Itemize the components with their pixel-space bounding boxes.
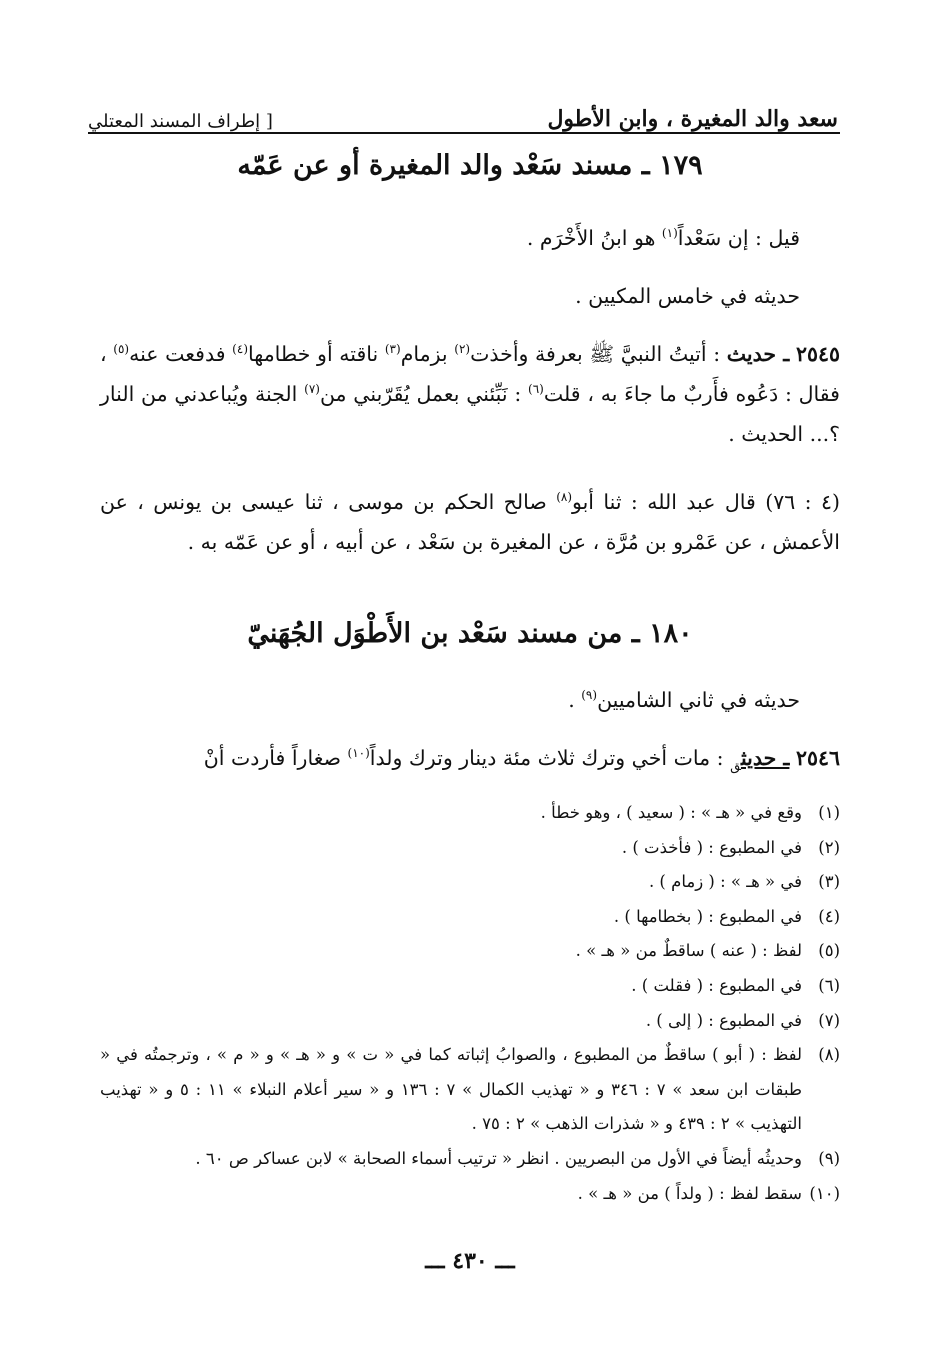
text: : نَبِّئني بعمل يُقَرّبني من xyxy=(319,382,528,406)
footnote xyxy=(100,1004,840,1039)
text: صغاراً فأردت أنْ xyxy=(203,746,348,770)
footnote-text: وقع في « هـ » : ( سعيد ) ، وهو خطأ . xyxy=(540,803,802,822)
footnote-marker: (١) xyxy=(818,803,840,822)
footnote xyxy=(100,796,840,831)
footnote-marker: (٤) xyxy=(818,906,840,926)
footnote-marker: (٨) xyxy=(818,1045,840,1065)
footnote-text: لفظ : ( عنه ) ساقطٌ من « هـ » . xyxy=(575,941,802,961)
footnotes xyxy=(100,796,840,1211)
footnote-marker: (٥) xyxy=(818,941,840,961)
footnote-text: لفظ : ( أبو ) ساقطٌ من المطبوع ، والصوابُ إثباته كما في « ت » و « هـ » و « م » ، وترجمتُه في « طبقات ابن سعد » ٧ : ٣٤٦ و « تهذيب الكمال » ٧ : ١٣٦ و « سير أعلام النبلاء » ١١ : ٥ و « تهذيب التهذيب » ٢ : ٤٣٩ و « شذرات الذهب » ٢ : ٧٥ . xyxy=(100,1045,802,1134)
footnote xyxy=(100,1038,840,1142)
footnote xyxy=(100,1177,840,1212)
text: ، فقال : دَعُوه فأَربٌ ما جاءَ به ، قلت xyxy=(100,342,840,406)
footnote-ref-6: (٦) xyxy=(528,382,544,397)
footnote-marker: (٧) xyxy=(818,1010,840,1030)
footnote-ref-2: (٢) xyxy=(454,342,471,357)
section-179-line-2: حديثه في خامس المكيين . xyxy=(575,284,800,308)
header-book-title: [ إطراف المسند المعتلي xyxy=(88,111,273,132)
header-divider xyxy=(88,132,840,134)
footnote xyxy=(100,900,840,935)
footnote xyxy=(100,865,840,900)
text: قيل : إن سَعْداً xyxy=(677,226,800,250)
hadith-2545 xyxy=(100,334,840,454)
footnote-ref-1: (١) xyxy=(661,226,678,241)
isnad-2545 xyxy=(100,482,840,562)
running-header xyxy=(88,92,838,132)
footnote-text: سقط لفظ : ( ولداً ) من « هـ » . xyxy=(577,1183,802,1203)
hadith-2546 xyxy=(100,738,840,787)
footnote xyxy=(100,934,840,969)
footnote-ref-3: (٣) xyxy=(384,342,401,357)
text: بزمام xyxy=(400,342,455,366)
footnote xyxy=(100,1142,840,1177)
footnote-text: في المطبوع : ( إلى ) . xyxy=(645,1010,802,1030)
section-heading-179: ١٧٩ ـ مسند سَعْد والد المغيرة أو عن عَمّه xyxy=(237,150,703,181)
footnote-text: وحديثُه أيضاً في الأول من البصريين . انظر « ترتيب أسماء الصحابة » لابن عساكر ص ٦٠ . xyxy=(195,1148,802,1168)
footnote-ref-10: (١٠) xyxy=(347,746,370,761)
footnote-ref-8: (٨) xyxy=(556,490,573,505)
text: الجنة ويُباعدني من النار ؟... الحديث . xyxy=(100,382,840,446)
footnote-ref-4: (٤) xyxy=(232,342,248,357)
text: هو ابنُ الأَخْرَم . xyxy=(526,226,662,250)
marginal-mark: ق xyxy=(730,759,741,775)
text: (٤ : ٧٦) قال عبد الله : ثنا أبو xyxy=(572,490,840,514)
footnote-ref-5: (٥) xyxy=(113,342,130,357)
footnote-marker: (٢) xyxy=(818,837,840,857)
footnote-marker: (٦) xyxy=(818,975,840,995)
hadith-number: ٢٥٤٥ xyxy=(795,342,840,366)
footnote-marker: (١٠) xyxy=(809,1183,840,1203)
page-number: ـــ ٤٣٠ ـــ xyxy=(425,1248,515,1274)
hadith-label: ـ حديث xyxy=(740,746,790,770)
header-title: سعد والد المغيرة ، وابن الأطول xyxy=(547,106,838,132)
footnote-marker: (٣) xyxy=(818,872,840,892)
section-179-line-1 xyxy=(100,218,800,258)
hadith-label: ـ حديث xyxy=(726,342,790,366)
text: ناقته أو خطامها xyxy=(248,342,385,366)
hadith-number: ٢٥٤٦ xyxy=(795,746,840,770)
text: : أتيتُ النبيَّ ﷺ بعرفة وأخذت xyxy=(470,342,727,366)
section-heading-180: ١٨٠ ـ من مسند سَعْد بن الأَطْوَل الجُهَنيّ xyxy=(247,618,693,649)
footnote-text: في « هـ » : ( زمام ) . xyxy=(648,872,802,892)
footnote-text: في المطبوع : ( فقلت ) . xyxy=(631,975,802,995)
text: صالح الحكم بن موسى ، ثنا عيسى بن يونس ، عن الأعمش ، عن عَمْرو بن مُرَّة ، عن المغيرة بن سَعْد ، عن أبيه ، أو عن عَمّه به . xyxy=(100,490,840,554)
footnote-ref-7: (٧) xyxy=(304,382,320,397)
footnote-text: في المطبوع : ( فأخذت ) . xyxy=(621,837,802,857)
text: فدفعت عنه xyxy=(129,342,233,366)
footnote xyxy=(100,969,840,1004)
footnote-ref-9: (٩) xyxy=(581,688,598,703)
footnote-marker: (٩) xyxy=(818,1148,840,1168)
section-180-line-1 xyxy=(100,680,800,720)
text: . xyxy=(568,688,582,712)
text: حديثه في ثاني الشاميين xyxy=(597,688,800,712)
text: : مات أخي وترك ثلاث مئة دينار وترك ولداً xyxy=(369,746,731,770)
footnote xyxy=(100,831,840,866)
footnote-text: في المطبوع : ( بخطامها ) . xyxy=(613,906,802,926)
